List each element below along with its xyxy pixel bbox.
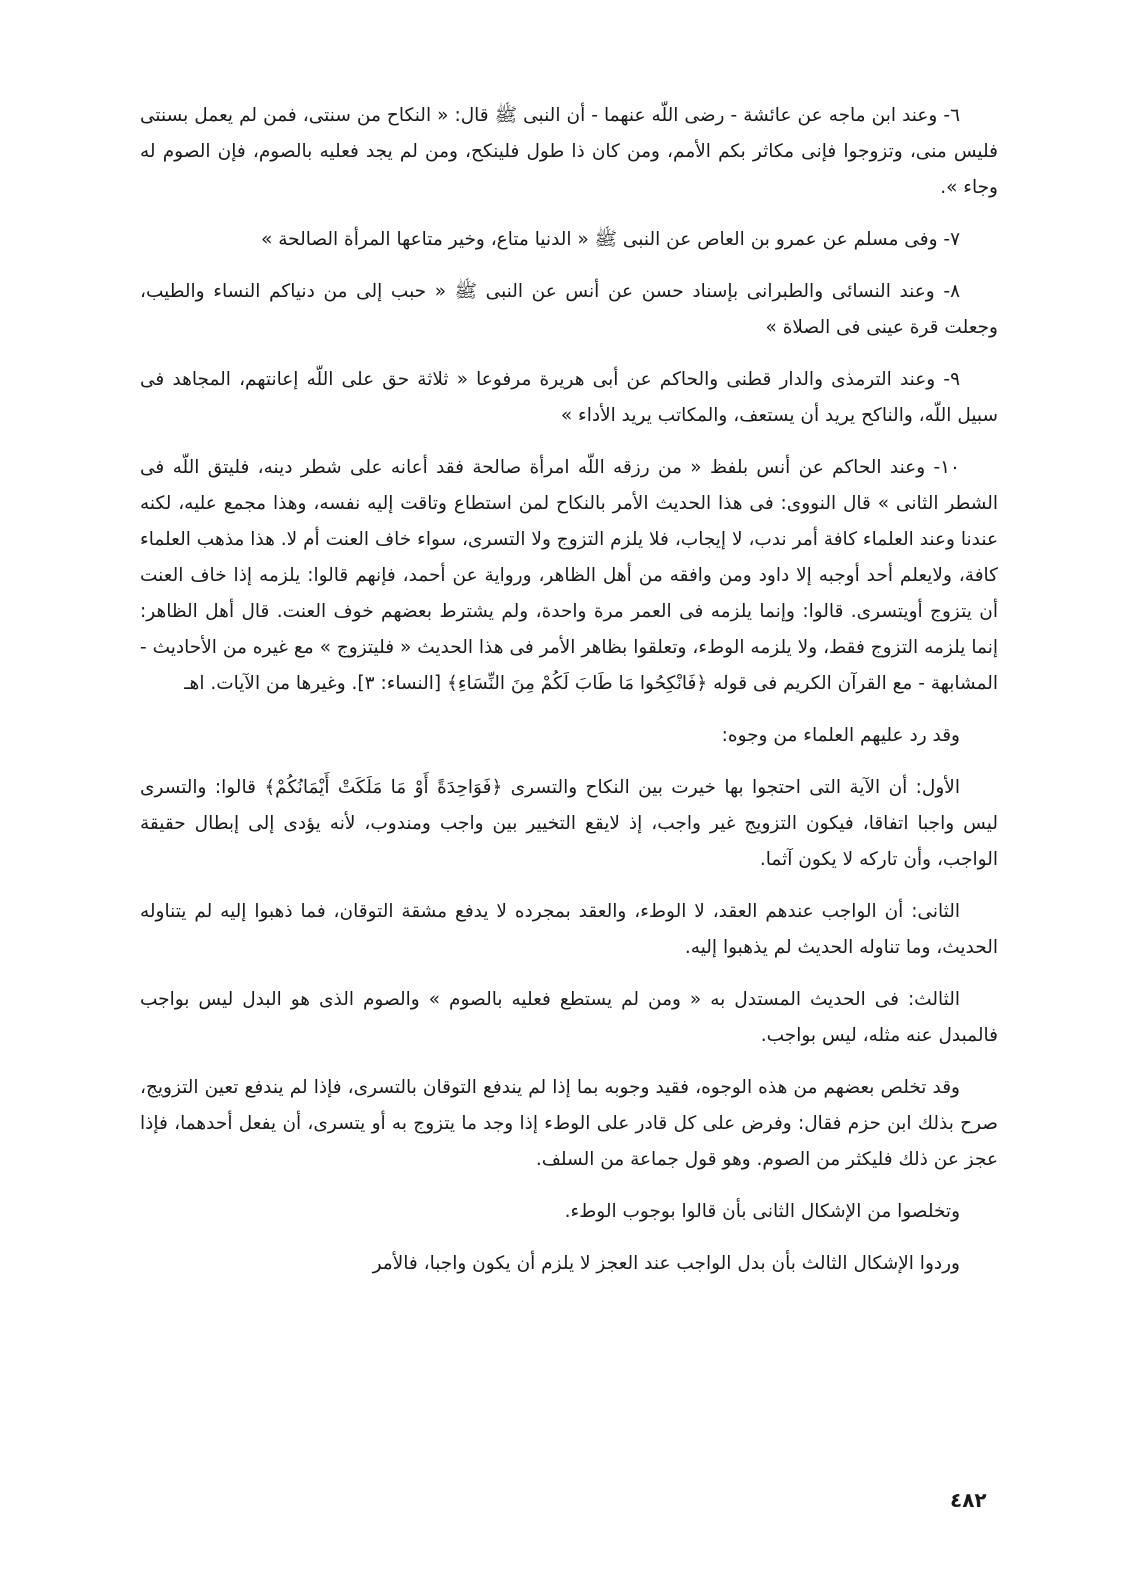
- paragraph-third-point: الثالث: فى الحديث المستدل به « ومن لم يستطع فعليه بالصوم » والصوم الذى هو البدل ليس بواجب فالمبدل عنه مثله، ليس بواجب.: [140, 989, 998, 1046]
- paragraph-first-point: الأول: أن الآية التى احتجوا بها خيرت بين النكاح والتسرى ﴿فَوَاحِدَةً أَوْ مَا مَلَكَتْ أَيْمَانُكُمْ﴾ قالوا: والتسرى ليس واجبا اتفاقا، فيكون التزويج غير واجب، إذ لايقع التخيير بين واجب ومندوب، لأنه يؤدى إلى إبطال حقيقة الواجب، وأن تاركه لا يكون آثما.: [140, 777, 998, 870]
- paragraph-hadith-9: ٩- وعند الترمذى والدار قطنى والحاكم عن أبى هريرة مرفوعا « ثلاثة حق على اللّه إعانتهم، المجاهد فى سبيل اللّه، والناكح يريد أن يستعف، والمكاتب يريد الأداء »: [140, 369, 998, 426]
- paragraph-hadith-6: ٦- وعند ابن ماجه عن عائشة - رضى اللّه عنهما - أن النبى ﷺ قال: « النكاح من سنتى، فمن لم يعمل بسنتى فليس منى، وتزوجوا فإنى مكاثر بكم الأمم، ومن كان ذا طول فلينكح، ومن لم يجد فعليه بالصوم، فإن الصوم له وجاء ».: [140, 105, 998, 198]
- paragraph-third-resolution: وردوا الإشكال الثالث بأن بدل الواجب عند العجز لا يلزم أن يكون واجبا، فالأمر: [372, 1253, 960, 1274]
- page-number: ٤٨٢: [950, 1488, 987, 1512]
- paragraph-second-resolution: وتخلصوا من الإشكال الثانى بأن قالوا بوجوب الوطء.: [564, 1201, 960, 1222]
- paragraph-hadith-8: ٨- وعند النسائى والطبرانى بإسناد حسن عن أنس عن النبى ﷺ « حبب إلى من دنياكم النساء والطيب، وجعلت قرة عينى فى الصلاة »: [140, 281, 998, 338]
- paragraph-hadith-7: ٧- وفى مسلم عن عمرو بن العاص عن النبى ﷺ « الدنيا متاع، وخير متاعها المرأة الصالحة »: [261, 229, 960, 250]
- page-body: [140, 98, 998, 1298]
- paragraph-resolution: وقد تخلص بعضهم من هذه الوجوه، فقيد وجوبه بما إذا لم يندفع التوقان بالتسرى، فإذا لم يندفع تعين التزويج، صرح بذلك ابن حزم فقال: وفرض على كل قادر على الوطء إذا وجد ما يتزوج به أو يتسرى، أن يفعل أحدهما، فإذا عجز عن ذلك فليكثر من الصوم. وهو قول جماعة من السلف.: [140, 1077, 998, 1170]
- paragraph-refutation-intro: وقد رد عليهم العلماء من وجوه:: [721, 725, 960, 746]
- paragraph-hadith-10: ١٠- وعند الحاكم عن أنس بلفظ « من رزقه اللّه امرأة صالحة فقد أعانه على شطر دينه، فليتق اللّه فى الشطر الثانى » قال النووى: فى هذا الحديث الأمر بالنكاح لمن استطاع وتاقت إليه نفسه، وهذا مجمع عليه، لكنه عندنا وعند العلماء كافة أمر ندب، لا إيجاب، فلا يلزم التزوج ولا التسرى، سواء خاف العنت أم لا. هذا مذهب العلماء كافة، ولايعلم أحد أوجبه إلا داود ومن وافقه من أهل الظاهر، ورواية عن أحمد، فإنهم قالوا: يلزمه إذا خاف العنت أن يتزوج أويتسرى. قالوا: وإنما يلزمه فى العمر مرة واحدة، ولم يشترط بعضهم خوف العنت. قال أهل الظاهر: إنما يلزمه التزوج فقط، ولا يلزمه الوطء، وتعلقوا بظاهر الأمر فى هذا الحديث « فليتزوج » مع غيره من الأحاديث - المشابهة - مع القرآن الكريم فى قوله ﴿فَانْكِحُوا مَا طَابَ لَكُمْ مِنَ النِّسَاءِ﴾ [النساء: ٣]. وغيرها من الآيات. اهـ: [140, 457, 998, 694]
- paragraph-second-point: الثانى: أن الواجب عندهم العقد، لا الوطء، والعقد بمجرده لا يدفع مشقة التوقان، فما ذهبوا إليه لم يتناوله الحديث، وما تناوله الحديث لم يذهبوا إليه.: [140, 901, 998, 958]
